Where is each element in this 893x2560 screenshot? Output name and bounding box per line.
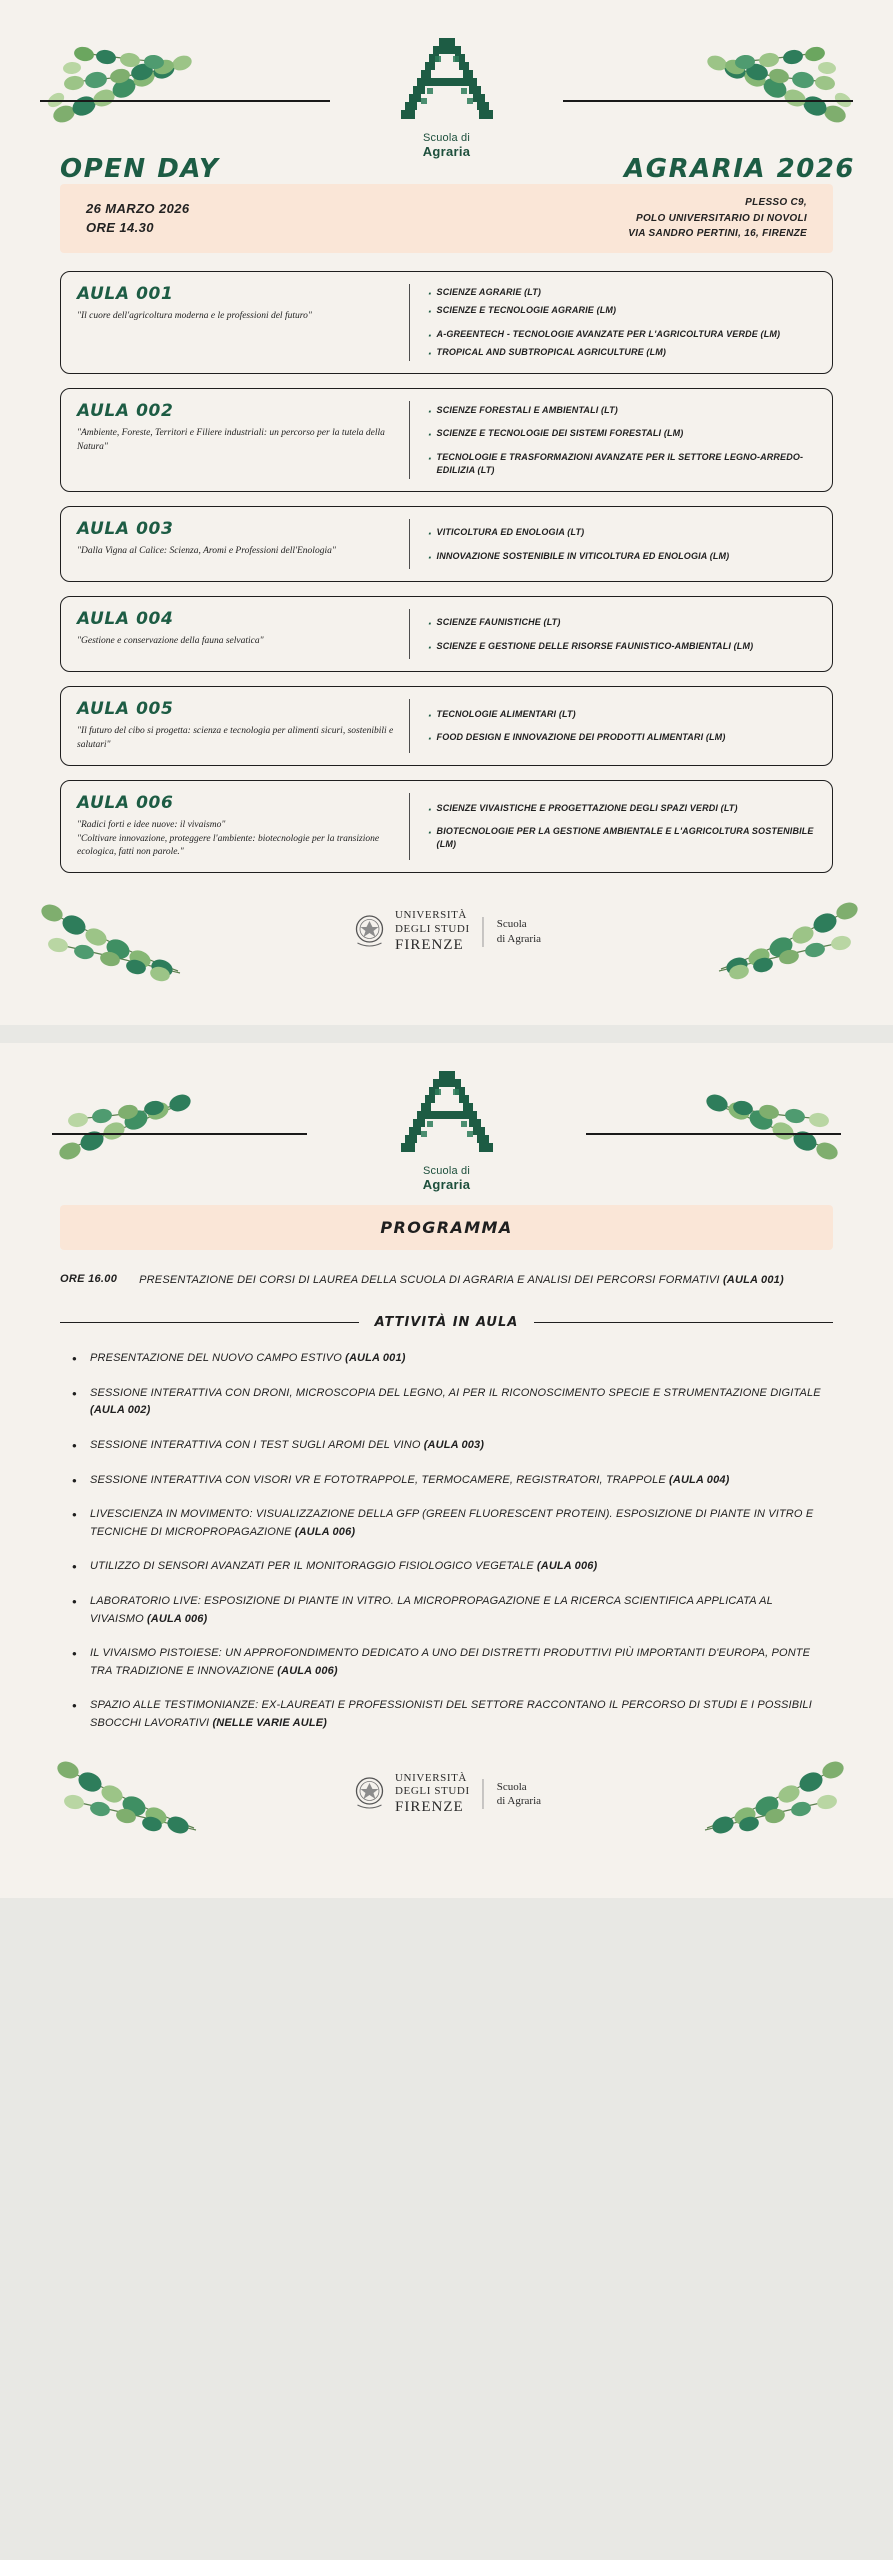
list-item-text: PRESENTAZIONE DEL NUOVO CAMPO ESTIVO bbox=[90, 1352, 346, 1365]
list-item-text: SESSIONE INTERATTIVA CON VISORI VR E FOTOTRAPPOLE, TERMOCAMERE, REGISTRATORI, TRAPPOLE bbox=[90, 1473, 670, 1486]
list-item-room: (AULA 006) bbox=[536, 1560, 598, 1573]
course-item: · SCIENZE E GESTIONE DELLE RISORSE FAUNISTICO-AMBIENTALI (LM) bbox=[428, 640, 816, 653]
unifi-wordmark bbox=[395, 909, 470, 954]
banner-date: 26 MARZO 2026 bbox=[86, 200, 190, 216]
aula-card bbox=[60, 686, 833, 766]
aula-title: AULA 003 bbox=[77, 519, 174, 540]
list-item bbox=[70, 1437, 823, 1455]
foliage-decoration-bottom-left bbox=[28, 899, 228, 1004]
unifi-crest-icon bbox=[352, 913, 386, 951]
attivita-rule-right bbox=[534, 1322, 833, 1323]
foliage-decoration-top-left bbox=[36, 22, 266, 137]
page1-header bbox=[0, 14, 893, 184]
schedule-description bbox=[139, 1272, 784, 1289]
aula-card-right bbox=[410, 699, 816, 753]
unifi-divider bbox=[483, 917, 484, 947]
logo-caption bbox=[352, 132, 542, 160]
foliage-decoration-p2-bottom-left bbox=[44, 1756, 244, 1861]
page2-header bbox=[0, 1061, 893, 1193]
unifi-school-line2: di Agraria bbox=[496, 1795, 542, 1808]
banner-venue-line1: PLESSO C9, bbox=[745, 197, 807, 208]
list-item-room: (AULA 006) bbox=[146, 1612, 208, 1625]
banner-venue-line3: VIA SANDRO PERTINI, 16, FIRENZE bbox=[628, 228, 807, 239]
course-item: · SCIENZE VIVAISTICHE E PROGETTAZIONE DEGLI SPAZI VERDI (LT) bbox=[428, 802, 816, 815]
aula-card-right bbox=[410, 284, 816, 362]
pixel-a-logo-icon bbox=[391, 36, 503, 128]
aula-card-left bbox=[77, 401, 410, 479]
banner-venue-block bbox=[628, 195, 807, 242]
list-item-text: LIVESCIENZA IN MOVIMENTO: VISUALIZZAZIONE DELLA GFP (GREEN FLUORESCENT PROTEIN). ESPOSIZIONE DI PIANTE IN VITRO E TECNICHE DI MICROPROPAGAZIONE bbox=[90, 1508, 814, 1538]
aula-title: AULA 001 bbox=[77, 283, 174, 304]
course-item: · FOOD DESIGN E INNOVAZIONE DEI PRODOTTI ALIMENTARI (LM) bbox=[428, 731, 816, 744]
sheet-separator bbox=[0, 1025, 893, 1043]
foliage-decoration-p2-left bbox=[44, 1065, 254, 1170]
list-item-text: IL VIVAISMO PISTOIESE: UN APPROFONDIMENTO DEDICATO A UNO DEI DISTRETTI PRODUTTIVI PIÙ IMPORTANTI D'EUROPA, PONTE TRA TRADIZIONE E INNOVAZIONE bbox=[90, 1647, 811, 1677]
aula-card bbox=[60, 506, 833, 582]
attivita-list bbox=[70, 1350, 823, 1732]
list-item-room: (AULA 002) bbox=[90, 1404, 151, 1417]
schedule-time-label: ORE 16.00 bbox=[60, 1273, 118, 1286]
unifi-line3: FIRENZE bbox=[394, 1799, 464, 1816]
sheet-programma bbox=[0, 1043, 893, 1897]
unifi-school-label bbox=[497, 1780, 541, 1809]
aula-title: AULA 006 bbox=[77, 792, 174, 813]
aula-card-left bbox=[77, 284, 410, 362]
logo-caption-line2: Agraria bbox=[422, 1176, 471, 1192]
aula-card-right bbox=[410, 519, 816, 569]
title-agraria-2026: AGRARIA 2026 bbox=[624, 154, 855, 184]
list-item bbox=[70, 1697, 823, 1732]
aula-subtitle: "Dalla Vigna al Calice: Scienza, Aromi e Professioni dell'Enologia" bbox=[77, 546, 336, 557]
aula-card bbox=[60, 780, 833, 873]
course-item: · VITICOLTURA ED ENOLOGIA (LT) bbox=[428, 526, 816, 539]
aula-card bbox=[60, 388, 833, 492]
unifi-line2: DEGLI STUDI bbox=[394, 1784, 470, 1797]
course-item: · SCIENZE E TECNOLOGIE AGRARIE (LM) bbox=[428, 304, 816, 317]
unifi-line1: UNIVERSITÀ bbox=[394, 1771, 467, 1784]
aula-card-list bbox=[60, 271, 833, 874]
list-item-text: SESSIONE INTERATTIVA CON DRONI, MICROSCOPIA DEL LEGNO, AI PER IL RICONOSCIMENTO SPECIE E STRUMENTAZIONE DIGITALE bbox=[90, 1386, 821, 1399]
course-item: · TECNOLOGIE E TRASFORMAZIONI AVANZATE PER IL SETTORE LEGNO-ARREDO-EDILIZIA (LT) bbox=[428, 451, 816, 477]
course-item: · A-GREENTECH - TECNOLOGIE AVANZATE PER L'AGRICOLTURA VERDE (LM) bbox=[428, 328, 816, 341]
list-item-room: (AULA 004) bbox=[669, 1473, 730, 1486]
aula-card-left bbox=[77, 793, 410, 860]
list-item bbox=[70, 1472, 823, 1490]
course-item: · SCIENZE FAUNISTICHE (LT) bbox=[428, 616, 816, 629]
programma-banner: PROGRAMMA bbox=[60, 1205, 833, 1250]
list-item-text: LABORATORIO LIVE: ESPOSIZIONE DI PIANTE IN VITRO. LA MICROPROPAGAZIONE E LA RICERCA SCIENTIFICA APPLICATA AL VIVAISMO bbox=[90, 1595, 773, 1625]
logo-caption-line1: Scuola di bbox=[422, 1165, 471, 1178]
aula-title: AULA 004 bbox=[77, 609, 174, 630]
unifi-logo-lockup-page2 bbox=[352, 1772, 541, 1817]
list-item-room: (AULA 003) bbox=[423, 1439, 485, 1452]
aula-title: AULA 002 bbox=[77, 401, 174, 422]
list-item bbox=[70, 1506, 823, 1541]
list-item-room: (AULA 006) bbox=[294, 1525, 356, 1538]
aula-card-left bbox=[77, 519, 410, 569]
unifi-school-line2: di Agraria bbox=[496, 932, 542, 945]
list-item bbox=[70, 1558, 823, 1576]
aula-card-right bbox=[410, 793, 816, 860]
banner-venue-line2: POLO UNIVERSITARIO DI NOVOLI bbox=[635, 212, 807, 224]
course-item: · INNOVAZIONE SOSTENIBILE IN VITICOLTURA ED ENOLOGIA (LM) bbox=[428, 550, 816, 563]
aula-subtitle: "Il cuore dell'agricoltura moderna e le professioni del futuro" bbox=[77, 310, 312, 321]
unifi-crest-icon bbox=[352, 1775, 386, 1813]
page2-footer bbox=[0, 1750, 893, 1868]
attivita-title: ATTIVITÀ IN AULA bbox=[374, 1315, 519, 1331]
list-item-room: (AULA 006) bbox=[277, 1664, 338, 1677]
date-venue-banner bbox=[60, 184, 833, 253]
schedule-description-room: (AULA 001) bbox=[722, 1274, 784, 1287]
list-item-room: (AULA 001) bbox=[345, 1352, 406, 1365]
course-item: · SCIENZE FORESTALI E AMBIENTALI (LT) bbox=[428, 404, 816, 417]
header-rule-left bbox=[40, 100, 330, 102]
unifi-school-line1: Scuola bbox=[496, 918, 527, 931]
foliage-decoration-bottom-right bbox=[671, 897, 871, 1002]
aula-subtitle: "Ambiente, Foreste, Territori e Filiere industriali: un percorso per la tutela della Natura" bbox=[77, 428, 385, 452]
list-item-text: SESSIONE INTERATTIVA CON I TEST SUGLI AROMI DEL VINO bbox=[90, 1439, 424, 1452]
page2-rule-right bbox=[586, 1133, 841, 1135]
aula-subtitle: "Radici forti e idee nuove: il vivaismo" bbox=[77, 819, 226, 830]
aula-subtitle: "Il futuro del cibo si progetta: scienza e tecnologia per alimenti sicuri, sostenibili e salutari" bbox=[77, 726, 394, 751]
aula-card bbox=[60, 271, 833, 375]
list-item bbox=[70, 1645, 823, 1680]
course-item: · SCIENZE AGRARIE (LT) bbox=[428, 286, 816, 299]
foliage-decoration-p2-right bbox=[643, 1065, 853, 1170]
banner-date-block bbox=[86, 199, 189, 238]
unifi-line1: UNIVERSITÀ bbox=[394, 909, 467, 922]
course-item: · SCIENZE E TECNOLOGIE DEI SISTEMI FORESTALI (LM) bbox=[428, 427, 816, 440]
unifi-school-line1: Scuola bbox=[496, 1780, 527, 1793]
aula-card-left bbox=[77, 609, 410, 659]
foliage-decoration-p2-bottom-right bbox=[657, 1756, 857, 1861]
scuola-agraria-logo bbox=[352, 36, 542, 160]
title-open-day: OPEN DAY bbox=[60, 154, 220, 184]
list-item bbox=[70, 1593, 823, 1628]
scuola-agraria-logo-page2 bbox=[357, 1069, 537, 1193]
list-item-text: UTILIZZO DI SENSORI AVANZATI PER IL MONITORAGGIO FISIOLOGICO VEGETALE bbox=[90, 1560, 537, 1573]
schedule-description-text: PRESENTAZIONE DEI CORSI DI LAUREA DELLA SCUOLA DI AGRARIA E ANALISI DEI PERCORSI FORMATIVI bbox=[139, 1274, 723, 1287]
course-item: · TROPICAL AND SUBTROPICAL AGRICULTURE (LM) bbox=[428, 346, 816, 359]
list-item-text: SPAZIO ALLE TESTIMONIANZE: EX-LAUREATI E PROFESSIONISTI DEL SETTORE RACCONTANO IL PERCORSO DI STUDI E I POSSIBILI SBOCCHI LAVORATIVI bbox=[90, 1699, 812, 1729]
aula-title: AULA 005 bbox=[77, 699, 174, 720]
aula-subtitle-secondary: "Coltivare innovazione, proteggere l'ambiente: biotecnologie per la transizione ecologica, fatti non parole." bbox=[77, 833, 380, 858]
aula-card-left bbox=[77, 699, 410, 753]
unifi-school-label bbox=[497, 917, 541, 946]
programma-schedule-row bbox=[60, 1272, 833, 1289]
page2-rule-left bbox=[52, 1133, 307, 1135]
course-item: · TECNOLOGIE ALIMENTARI (LT) bbox=[428, 708, 816, 721]
unifi-divider bbox=[483, 1779, 484, 1809]
list-item-room: (NELLE VARIE AULE) bbox=[212, 1716, 328, 1729]
page1-footer bbox=[0, 887, 893, 999]
unifi-wordmark bbox=[395, 1772, 470, 1817]
logo-caption-page2 bbox=[357, 1165, 537, 1193]
pixel-a-logo-icon bbox=[391, 1069, 503, 1161]
unifi-line2: DEGLI STUDI bbox=[394, 922, 470, 935]
header-rule-right bbox=[563, 100, 853, 102]
logo-caption-line1: Scuola di bbox=[422, 132, 471, 144]
aula-card-right bbox=[410, 609, 816, 659]
foliage-decoration-top-right bbox=[633, 22, 863, 137]
logo-caption-line2: Agraria bbox=[422, 143, 471, 159]
aula-card-right bbox=[410, 401, 816, 479]
banner-time: ORE 14.30 bbox=[86, 220, 154, 236]
aula-card bbox=[60, 596, 833, 672]
list-item bbox=[70, 1350, 823, 1368]
list-item bbox=[70, 1385, 823, 1420]
attivita-section-header bbox=[60, 1315, 833, 1330]
sheet-open-day bbox=[0, 0, 893, 1025]
course-item: · BIOTECNOLOGIE PER LA GESTIONE AMBIENTALE E L'AGRICOLTURA SOSTENIBILE (LM) bbox=[428, 825, 816, 851]
attivita-rule-left bbox=[60, 1322, 359, 1323]
aula-subtitle: "Gestione e conservazione della fauna selvatica" bbox=[77, 636, 264, 647]
unifi-line3: FIRENZE bbox=[394, 937, 464, 954]
unifi-logo-lockup bbox=[352, 909, 541, 954]
